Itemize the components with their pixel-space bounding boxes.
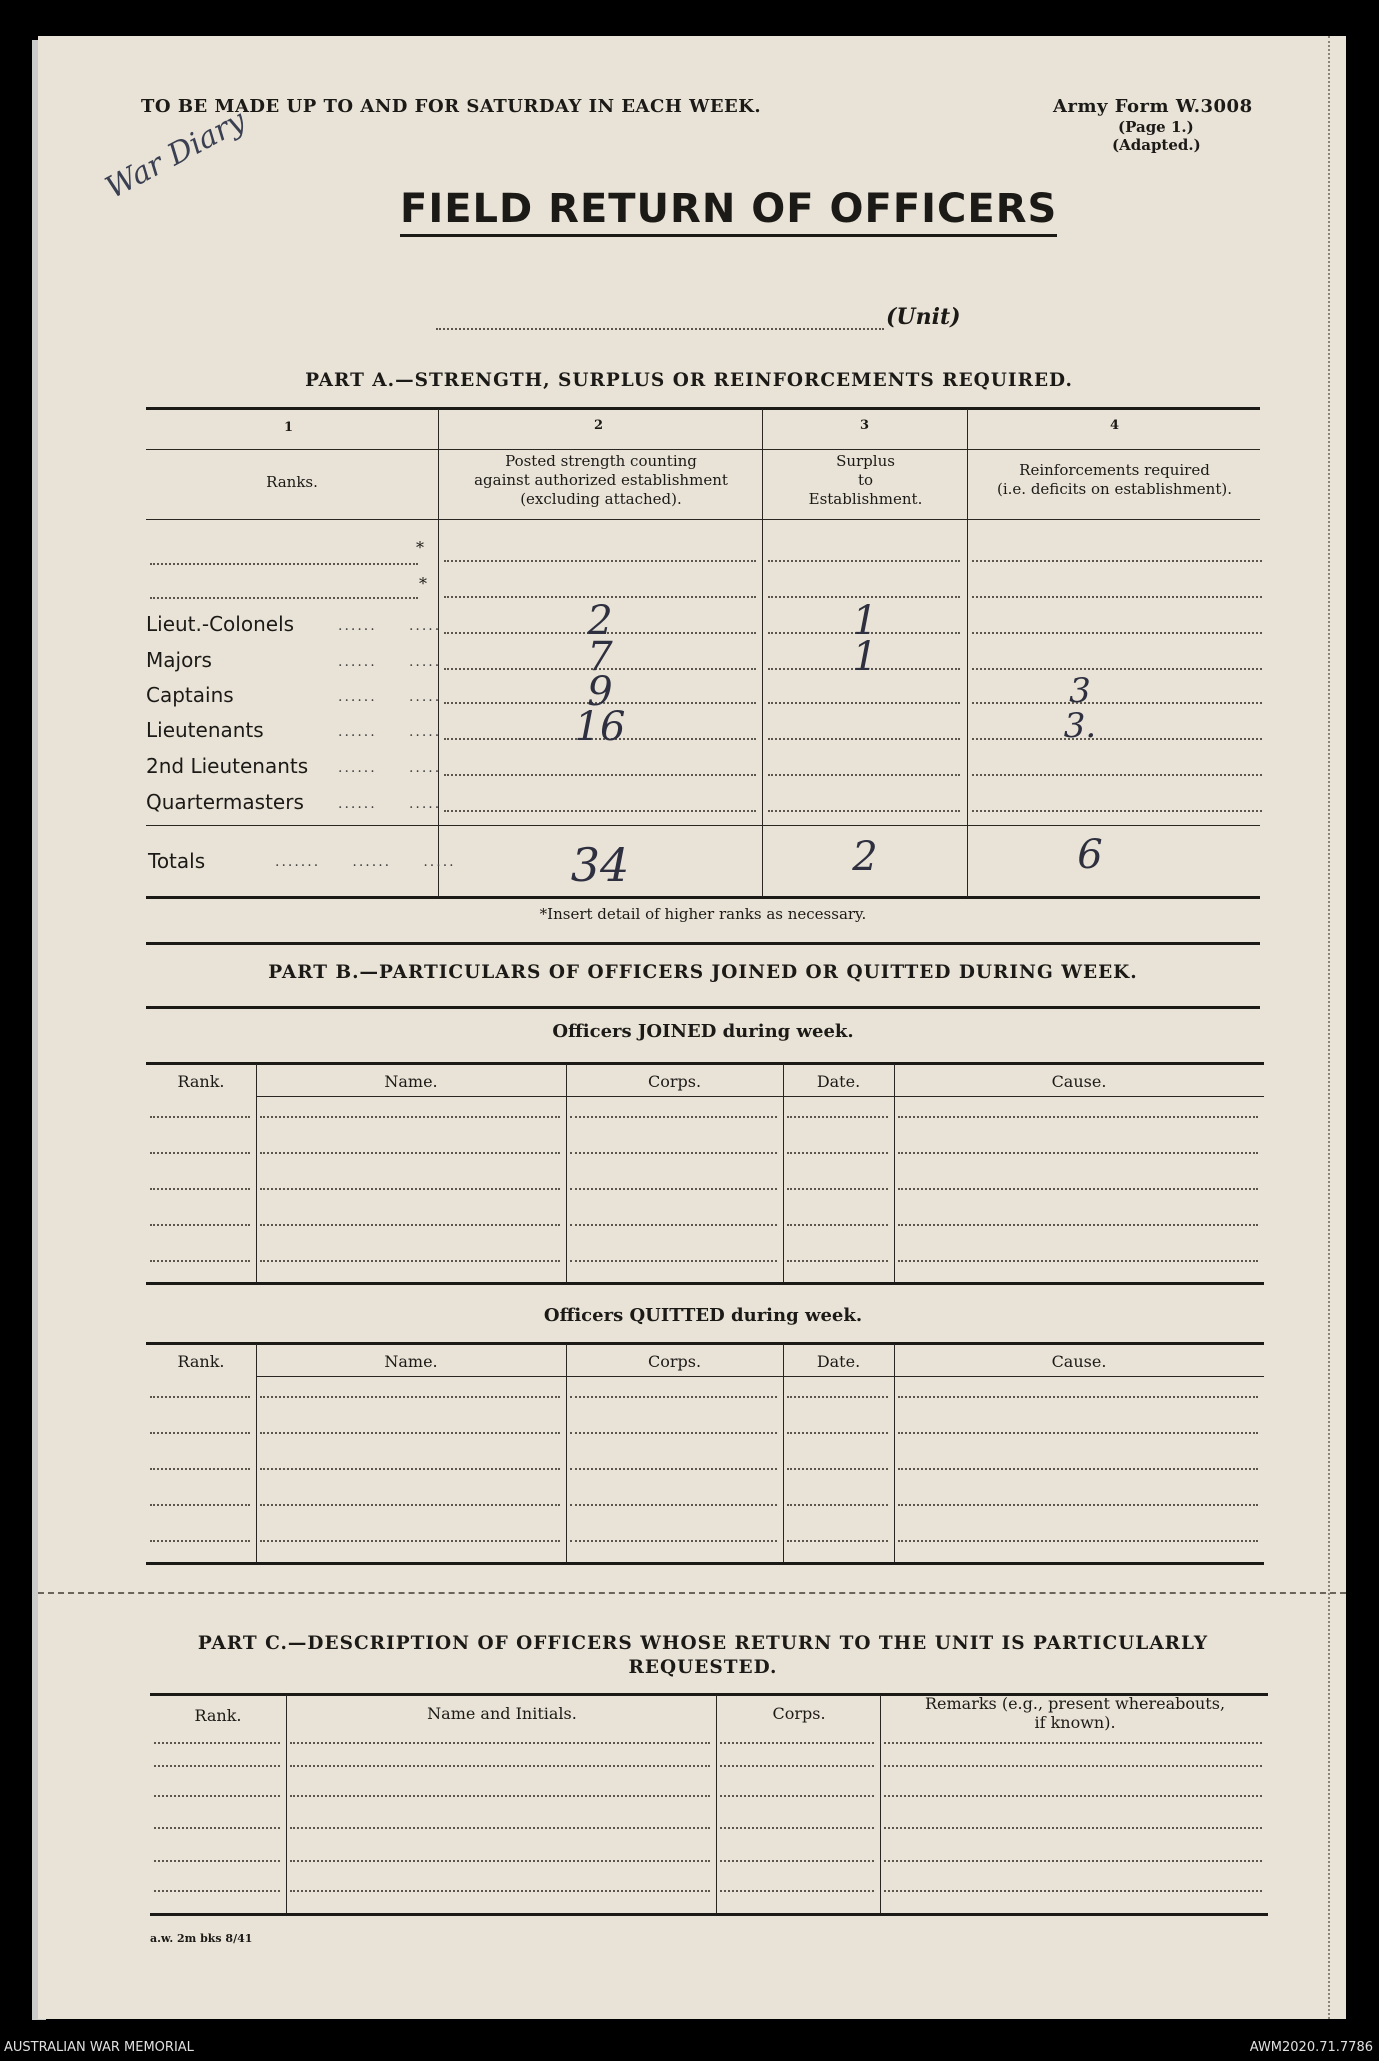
table-top-rule: [146, 1062, 1264, 1065]
table-header-rule: [256, 1376, 1264, 1377]
entry-line: [898, 1468, 1258, 1470]
table-column-header: Name.: [384, 1072, 438, 1091]
col-header-posted-line3: (excluding attached).: [520, 490, 682, 508]
entry-line: [260, 1260, 560, 1262]
table-column-header: Cause.: [1051, 1072, 1107, 1091]
entry-line: [570, 1504, 777, 1506]
entry-line: [570, 1224, 777, 1226]
entry-line: [972, 632, 1262, 634]
col-number-1: 1: [284, 420, 294, 435]
entry-line: [154, 1827, 280, 1829]
col-number-3: 3: [860, 418, 870, 433]
entry-line: [884, 1742, 1262, 1744]
rank-leader: ...... .....: [338, 796, 442, 812]
entry-line: [570, 1468, 777, 1470]
entry-line: [570, 1260, 777, 1262]
part-c-col-divider: [286, 1695, 287, 1913]
entry-line: [787, 1396, 888, 1398]
entry-line: [260, 1396, 560, 1398]
entry-line: [884, 1860, 1262, 1862]
entry-line: [768, 810, 960, 812]
footer-right: AWM2020.71.7786: [1249, 2040, 1373, 2055]
entry-line: [290, 1827, 710, 1829]
entry-line: [972, 560, 1262, 562]
part-a-col-divider: [762, 409, 763, 897]
entry-line: [290, 1742, 710, 1744]
entry-line: [150, 1152, 250, 1154]
entry-line: [787, 1504, 888, 1506]
entry-line: [787, 1152, 888, 1154]
part-b-title: PART B.—PARTICULARS OF OFFICERS JOINED OR QUITTED DURING WEEK.: [268, 962, 1138, 983]
entry-line: [787, 1432, 888, 1434]
posted-strength-value: 16: [574, 704, 626, 750]
posted-strength-value: 9: [587, 669, 613, 715]
entry-line: [570, 1188, 777, 1190]
form-number: Army Form W.3008: [1053, 96, 1253, 117]
entry-line: [898, 1224, 1258, 1226]
entry-line: [768, 738, 960, 740]
part-a-top-rule: [146, 407, 1260, 410]
star-marker: *: [419, 574, 427, 593]
table-header-rule: [256, 1096, 1264, 1097]
entry-line: [150, 1504, 250, 1506]
entry-line: [150, 1188, 250, 1190]
entry-line: [720, 1795, 874, 1797]
col-header-posted-line1: Posted strength counting: [505, 452, 697, 470]
rank-label: 2nd Lieutenants: [146, 754, 309, 778]
part-c-remarks-line2: if known).: [1034, 1713, 1116, 1732]
part-c-col-corps: Corps.: [772, 1704, 826, 1723]
entry-line: [720, 1860, 874, 1862]
entry-line: [972, 596, 1262, 598]
form-adapted: (Adapted.): [1112, 136, 1201, 154]
part-b-rule: [146, 1006, 1260, 1009]
rank-leader: ...... .....: [338, 618, 442, 634]
totals-posted: 34: [570, 838, 630, 892]
entry-line: [787, 1188, 888, 1190]
entry-line: [444, 810, 756, 812]
entry-line: [898, 1116, 1258, 1118]
entry-line: [972, 668, 1262, 670]
entry-line: [972, 774, 1262, 776]
table-column-header: Date.: [816, 1072, 861, 1091]
col-header-surplus: [764, 452, 967, 509]
entry-line: [720, 1827, 874, 1829]
table-column-header: Date.: [816, 1352, 861, 1371]
part-c-col-rank: Rank.: [194, 1706, 242, 1725]
entry-line: [720, 1742, 874, 1744]
entry-line: [260, 1504, 560, 1506]
entry-line: [787, 1468, 888, 1470]
rank-leader: ...... .....: [338, 760, 442, 776]
footer-left: AUSTRALIAN WAR MEMORIAL: [4, 2040, 194, 2055]
reinforcements-value: 3: [1069, 671, 1091, 711]
entry-line: [154, 1860, 280, 1862]
rank-label: Captains: [146, 683, 234, 707]
part-a-bottom-rule: [146, 896, 1260, 899]
footnote: *Insert detail of higher ranks as necessary.: [539, 905, 867, 923]
entry-line: [150, 1540, 250, 1542]
part-a-title: PART A.—STRENGTH, SURPLUS OR REINFORCEMENTS REQUIRED.: [305, 370, 1073, 391]
table-column-header: Rank.: [177, 1072, 225, 1091]
entry-line: [898, 1188, 1258, 1190]
entry-line: [720, 1890, 874, 1892]
entry-line: [570, 1116, 777, 1118]
entry-line: [290, 1795, 710, 1797]
totals-label: Totals: [148, 849, 206, 873]
part-c-title: [146, 1632, 1260, 1680]
part-a-header-rule: [146, 449, 1260, 450]
entry-line: [768, 774, 960, 776]
rank-label: Lieutenants: [146, 718, 264, 742]
part-c-col-divider: [716, 1695, 717, 1913]
part-a-subheader-rule: [146, 519, 1260, 520]
entry-line: [787, 1116, 888, 1118]
part-a-col-divider: [438, 409, 439, 897]
footer-strip: [0, 2031, 1379, 2061]
blank-rank-line: [150, 597, 418, 599]
part-c-remarks-line1: Remarks (e.g., present whereabouts,: [924, 1694, 1226, 1713]
entry-line: [260, 1152, 560, 1154]
table-bottom-rule: [146, 1282, 1264, 1285]
part-a-totals-rule: [146, 825, 1260, 826]
entry-line: [150, 1432, 250, 1434]
entry-line: [444, 560, 756, 562]
entry-line: [154, 1795, 280, 1797]
entry-line: [787, 1260, 888, 1262]
entry-line: [570, 1432, 777, 1434]
entry-line: [570, 1152, 777, 1154]
entry-line: [898, 1504, 1258, 1506]
part-a-col-divider: [967, 409, 968, 897]
col-header-surplus-line3: Establishment.: [808, 490, 923, 508]
entry-line: [290, 1890, 710, 1892]
print-code: a.w. 2m bks 8/41: [150, 1932, 253, 1945]
form-page: (Page 1.): [1118, 118, 1194, 136]
surplus-value: 1: [852, 598, 878, 644]
entry-line: [787, 1540, 888, 1542]
col-header-surplus-line1: Surplus: [836, 452, 895, 470]
entry-line: [898, 1540, 1258, 1542]
col-header-ranks: Ranks.: [266, 473, 318, 491]
col-header-surplus-line2: to: [857, 471, 874, 489]
table-column-header: Corps.: [647, 1072, 702, 1091]
star-marker: *: [416, 538, 424, 557]
entry-line: [444, 774, 756, 776]
entry-line: [260, 1188, 560, 1190]
entry-line: [570, 1540, 777, 1542]
unit-entry-line: [436, 328, 884, 330]
part-b-top-rule: [146, 942, 1260, 945]
rank-label: Lieut.-Colonels: [146, 612, 295, 636]
handwritten-annotation: War Diary: [100, 103, 252, 206]
col-header-reinf-line2: (i.e. deficits on establishment).: [997, 480, 1232, 498]
perforation-line: [38, 1592, 1346, 1594]
entry-line: [898, 1396, 1258, 1398]
col-number-4: 4: [1110, 418, 1120, 433]
entry-line: [884, 1827, 1262, 1829]
entry-line: [150, 1396, 250, 1398]
reinforcements-value: 3.: [1063, 706, 1097, 746]
entry-line: [972, 810, 1262, 812]
part-c-col-name: Name and Initials.: [427, 1704, 577, 1723]
rank-leader: ...... .....: [338, 724, 442, 740]
col-header-posted: [440, 452, 762, 509]
joined-title: Officers JOINED during week.: [552, 1021, 854, 1042]
rank-label: Quartermasters: [146, 790, 304, 814]
entry-line: [260, 1468, 560, 1470]
page-fold: [1328, 36, 1346, 2019]
entry-line: [154, 1765, 280, 1767]
entry-line: [150, 1224, 250, 1226]
entry-line: [884, 1795, 1262, 1797]
quitted-title: Officers QUITTED during week.: [543, 1305, 863, 1326]
col-header-reinf-line1: Reinforcements required: [1019, 461, 1210, 479]
table-column-header: Corps.: [647, 1352, 702, 1371]
entry-line: [150, 1468, 250, 1470]
entry-line: [884, 1890, 1262, 1892]
entry-line: [884, 1765, 1262, 1767]
entry-line: [150, 1260, 250, 1262]
table-column-header: Cause.: [1051, 1352, 1107, 1371]
entry-line: [260, 1116, 560, 1118]
surplus-value: 1: [852, 634, 878, 680]
part-c-bottom-rule: [150, 1913, 1268, 1916]
totals-surplus: 2: [852, 834, 878, 880]
col-number-2: 2: [594, 418, 604, 433]
entry-line: [260, 1540, 560, 1542]
col-header-reinforcements: [969, 461, 1260, 499]
page-title: FIELD RETURN OF OFFICERS: [400, 186, 1057, 237]
table-top-rule: [146, 1342, 1264, 1345]
part-c-title-line1: PART C.—DESCRIPTION OF OFFICERS WHOSE RETURN TO THE UNIT IS PARTICULARLY: [197, 1633, 1209, 1654]
part-c-col-divider: [880, 1695, 881, 1913]
entry-line: [768, 702, 960, 704]
instruction-text: TO BE MADE UP TO AND FOR SATURDAY IN EACH WEEK.: [141, 96, 762, 117]
totals-reinforcements: 6: [1077, 832, 1103, 878]
entry-line: [150, 1116, 250, 1118]
part-c-col-remarks: [882, 1694, 1268, 1732]
entry-line: [570, 1396, 777, 1398]
entry-line: [154, 1890, 280, 1892]
entry-line: [787, 1224, 888, 1226]
unit-label: (Unit): [886, 304, 961, 330]
table-bottom-rule: [146, 1562, 1264, 1565]
posted-strength-value: 7: [587, 634, 613, 680]
table-column-header: Rank.: [177, 1352, 225, 1371]
part-c-title-line2: REQUESTED.: [628, 1657, 778, 1678]
rank-label: Majors: [146, 648, 212, 672]
entry-line: [260, 1224, 560, 1226]
blank-rank-line: [150, 563, 418, 565]
entry-line: [898, 1152, 1258, 1154]
col-header-posted-line2: against authorized establishment: [474, 471, 728, 489]
entry-line: [290, 1765, 710, 1767]
entry-line: [290, 1860, 710, 1862]
totals-leader: ....... ...... .....: [275, 854, 456, 870]
entry-line: [768, 560, 960, 562]
entry-line: [154, 1742, 280, 1744]
table-column-header: Name.: [384, 1352, 438, 1371]
posted-strength-value: 2: [587, 598, 613, 644]
rank-leader: ...... .....: [338, 654, 442, 670]
entry-line: [898, 1432, 1258, 1434]
entry-line: [720, 1765, 874, 1767]
rank-leader: ...... .....: [338, 689, 442, 705]
entry-line: [898, 1260, 1258, 1262]
entry-line: [260, 1432, 560, 1434]
